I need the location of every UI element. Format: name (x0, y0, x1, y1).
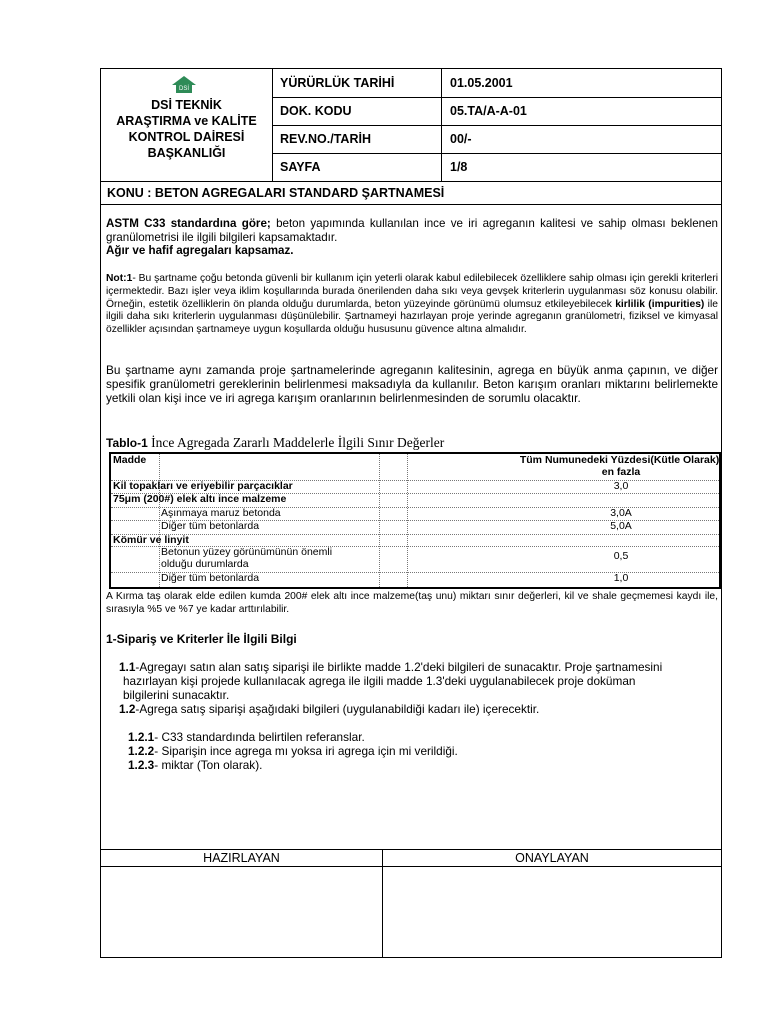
item-1-2-3 (128, 758, 718, 772)
note-lead: Not:1 (106, 273, 133, 284)
svg-text:DSİ: DSİ (178, 86, 190, 92)
header-row-rev (272, 125, 721, 154)
item-1-2-2 (128, 744, 718, 758)
item-number: 1.2 (119, 702, 136, 716)
field-label: REV.NO./TARİH (272, 125, 442, 153)
intro-text: beton yapımında kullanılan ince ve iri agreganın kalitesi ve sahip olması beklenen granülometrisi ile ilgili bilgileri kapsamaktadır. (106, 217, 718, 244)
org-line: DSİ TEKNİK (151, 98, 222, 112)
note-paragraph (106, 273, 718, 337)
org-line: BAŞKANLIĞI (147, 146, 226, 160)
dsi-logo-icon (170, 73, 198, 95)
field-value: 01.05.2001 (450, 76, 513, 90)
row-label: 75μm (200#) elek altı ince malzeme (113, 493, 287, 505)
approved-by-label: ONAYLAYAN (383, 850, 721, 867)
table-header-row (111, 454, 723, 481)
row-sublabel-line: olduğu durumlarda (161, 558, 249, 570)
document-frame (100, 68, 722, 958)
row-label: Kil topakları ve eriyebilir parçacıklar (113, 480, 293, 492)
signature-divider (382, 866, 383, 958)
table-title-label: Tablo-1 (106, 436, 148, 450)
field-value: 1/8 (450, 160, 468, 174)
col-header-line: Tüm Numunedeki Yüzdesi(Kütle Olarak), (519, 454, 723, 466)
table-row (111, 507, 719, 521)
row-sublabel: Aşınmaya maruz betonda (161, 507, 281, 519)
item-number: 1.2.1 (128, 730, 155, 744)
table-title-text: İnce Agregada Zararlı Maddelerle İlgili Sınır Değerler (147, 435, 445, 450)
field-value: 00/- (450, 132, 472, 146)
col-header-madde: Madde (113, 454, 147, 466)
header (101, 69, 721, 182)
limits-table (109, 452, 721, 589)
table-row (111, 572, 719, 586)
item-text: -Agrega satış siparişi aşağıdaki bilgileri (uygulanabildiği kadarı ile) içerecektir. (135, 702, 540, 716)
org-line: KONTROL DAİRESİ (128, 130, 245, 144)
item-text: hazırlayan kişi projede kullanılacak agrega ile ilgili madde 1.3'deki uygulanabilecek proje doküman (123, 674, 636, 688)
col-header-percent (511, 454, 731, 478)
item-1-2 (119, 702, 719, 716)
field-value: 05.TA/A-A-01 (450, 104, 527, 118)
field-label: SAYFA (272, 153, 442, 181)
table-row (111, 520, 719, 535)
row-value: 1,0 (613, 572, 629, 584)
row-sublabel: Diğer tüm betonlarda (161, 572, 260, 584)
item-number: 1.1 (119, 660, 136, 674)
intro-bold-line: Ağır ve hafif agregaları kapsamaz. (106, 244, 294, 257)
item-text: -Agregayı satın alan satış siparişi ile birlikte madde 1.2'deki bilgileri de sunacaktır. Proje şartnamesini (135, 660, 663, 674)
table-footnote: A Kırma taş olarak elde edilen kumda 200# elek altı ince malzeme(taş unu) miktarı sınır değerleri, kil ve shale geçmemesi kaydı ile, sırasıyla %5 ve %7 ye kadar arttırılabilir. (106, 591, 718, 615)
item-number: 1.2.3 (128, 758, 155, 772)
note-text: ile ilgili daha sıkı kriterlerin uygulanması düşünülebilir. Şartnameyi hazırlayan proje yerinde agreganın granülometri, fiziksel ve kimyasal özellikler açısından şartnameye uygun koşullarda olduğu hususunu güvence altına almalıdır. (106, 298, 718, 336)
item-text: bilgilerini sunacaktır. (123, 688, 230, 702)
header-row-effective-date (272, 69, 721, 98)
section-title: 1-Sipariş ve Kriterler İle İlgili Bilgi (106, 632, 297, 646)
row-sublabel-line: Betonun yüzey görünümünün önemli (161, 546, 333, 558)
header-row-page (272, 153, 721, 181)
item-1-1 (119, 660, 719, 702)
item-text: - C33 standardında belirtilen referanslar. (154, 730, 365, 744)
item-text: - miktar (Ton olarak). (154, 758, 263, 772)
row-value: 3,0 (613, 480, 629, 492)
row-value: 3,0A (610, 507, 632, 519)
row-sublabel: Diğer tüm betonlarda (161, 520, 260, 532)
org-cell (101, 69, 273, 181)
org-name (101, 97, 272, 161)
row-sublabel (161, 546, 332, 570)
item-text: - Siparişin ince agrega mı yoksa iri agrega için mi verildiği. (154, 744, 458, 758)
row-label: Kömür ve linyit (113, 534, 189, 546)
row-value: 0,5 (613, 550, 629, 562)
note-text: - Bu şartname çoğu betonda güvenli bir kullanım için yeterli olarak kabul edilebilecek özelliklere sahip olması için gerekli kriterleri içermektedir. Bazı işler veya iklim koşullarında burada önerilenden daha sıkı veya gevşek kriterlerin uygulanması söz konusu olabilir. Örneğin, estetik özelliklerin ön planda olduğu durumlarda, beton yüzeyinde görünümü olumsuz etkileyebilecek (106, 273, 718, 310)
intro-paragraph (106, 217, 718, 258)
scope-paragraph: Bu şartname aynı zamanda proje şartnamelerinde agreganın kalitesinin, agrega en büyük anma çapının, ve diğer spesifik granülometri gereklerinin belirlenmesi maksadıyla da kullanılır. Beton karışım oranları miktarını belirlemekte yetkili olan kişi ince ve iri agrega karışım oranlarının belirlenmesinden de sorumlu olacaktır. (106, 363, 718, 405)
table-row (111, 546, 719, 573)
header-row-doc-code (272, 97, 721, 126)
item-1-2-1 (128, 730, 718, 744)
field-label: DOK. KODU (272, 97, 442, 125)
signature-block (101, 849, 721, 958)
table-row (111, 480, 719, 494)
prepared-by-label: HAZIRLAYAN (101, 850, 383, 867)
item-number: 1.2.2 (128, 744, 155, 758)
table-title (106, 435, 444, 451)
col-header-line: en fazla (601, 466, 641, 478)
note-bold: kirlilik (impurities) (615, 298, 705, 310)
org-line: ARAŞTIRMA ve KALİTE (116, 114, 257, 128)
row-value: 5,0A (610, 520, 632, 532)
subject-line: KONU : BETON AGREGALARI STANDARD ŞARTNAMESİ (101, 181, 721, 205)
table-row (111, 493, 719, 508)
intro-lead: ASTM C33 standardına göre; (106, 217, 271, 230)
field-label: YÜRÜRLÜK TARİHİ (272, 69, 442, 97)
